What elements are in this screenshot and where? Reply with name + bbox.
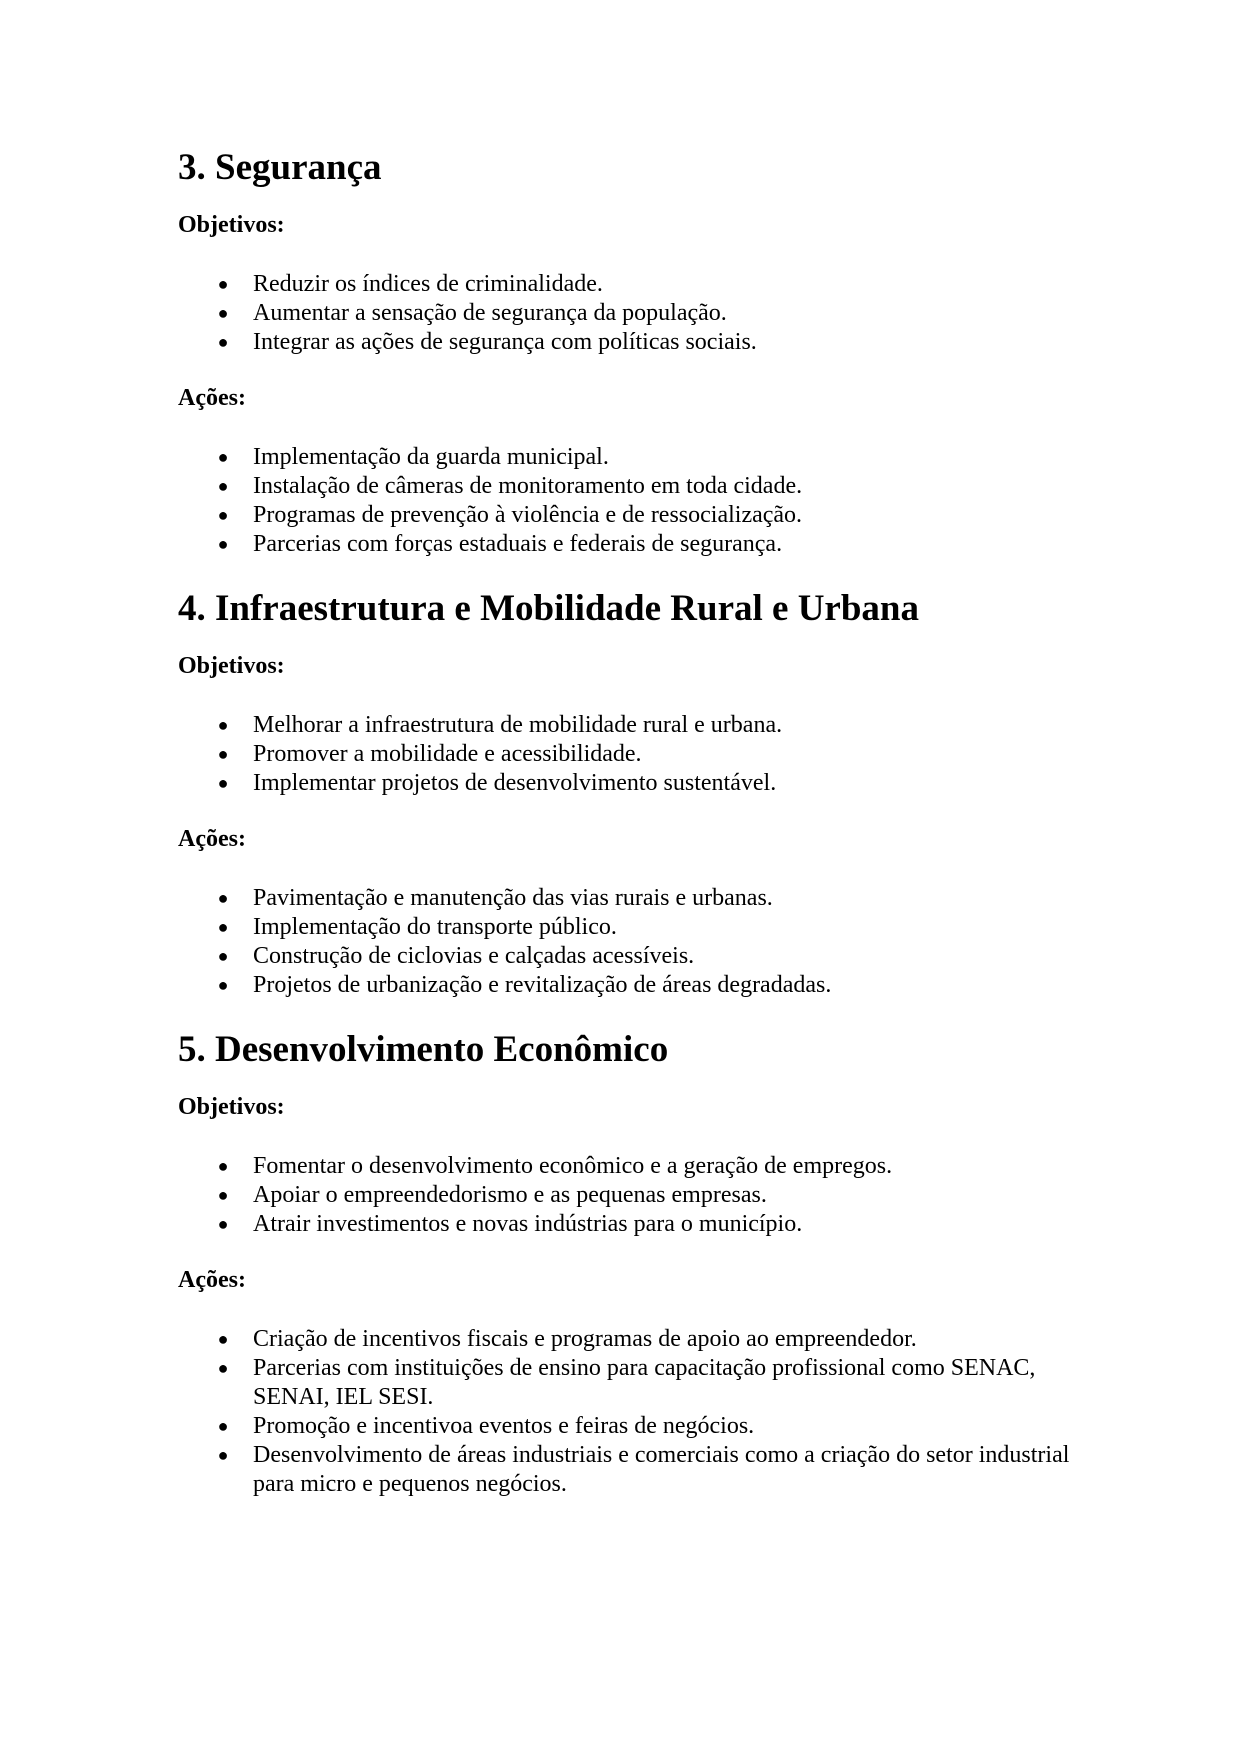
list-item [217,299,1078,328]
bullet-icon: ● [217,332,229,352]
document-content [178,146,1078,1499]
bullet-icon: ● [217,946,229,966]
acoes-heading: Ações: [178,385,246,411]
list-item [217,1152,1078,1181]
list-item-text: Fomentar o desenvolvimento econômico e a geração de empregos. [253,1153,893,1179]
list-item [217,1210,1078,1239]
objetivos-list [178,711,1078,798]
bullet-icon: ● [217,1358,229,1378]
bullet-icon: ● [217,888,229,908]
objetivos-heading: Objetivos: [178,1094,285,1120]
list-item-text: Atrair investimentos e novas indústrias para o município. [253,1211,803,1237]
bullet-icon: ● [217,715,229,735]
list-item [217,472,1078,501]
section-title: 3. Segurança [178,147,382,188]
list-item [217,942,1078,971]
acoes-list [178,884,1078,1000]
bullet-icon: ● [217,1214,229,1234]
bullet-icon: ● [217,1329,229,1349]
bullet-icon: ● [217,447,229,467]
bullet-icon: ● [217,773,229,793]
list-item [217,1354,1078,1412]
list-item-text: Projetos de urbanização e revitalização de áreas degradadas. [253,972,832,998]
list-item-text: Promover a mobilidade e acessibilidade. [253,741,642,767]
list-item-text: Promoção e incentivoa eventos e feiras de negócios. [253,1413,755,1439]
list-item-text: Apoiar o empreendedorismo e as pequenas empresas. [253,1182,767,1208]
bullet-icon: ● [217,917,229,937]
list-item-text: Criação de incentivos fiscais e programas de apoio ao empreendedor. [253,1326,917,1352]
acoes-heading: Ações: [178,1267,246,1293]
list-item [217,740,1078,769]
objetivos-list [178,270,1078,357]
objetivos-heading: Objetivos: [178,212,285,238]
list-item-text: Programas de prevenção à violência e de ressocialização. [253,502,803,528]
list-item-text: Aumentar a sensação de segurança da população. [253,300,727,326]
section-title: 4. Infraestrutura e Mobilidade Rural e Urbana [178,588,919,629]
bullet-icon: ● [217,744,229,764]
list-item-text: Implementação do transporte público. [253,914,617,940]
bullet-icon: ● [217,1416,229,1436]
bullet-icon: ● [217,274,229,294]
list-item [217,328,1078,357]
list-item-text: Parcerias com instituições de ensino para capacitação profissional como SENAC, SENAI, IEL SESI. [253,1355,1036,1410]
list-item [217,1325,1078,1354]
list-item-text: Desenvolvimento de áreas industriais e comerciais como a criação do setor industrial para micro e pequenos negócios. [253,1442,1070,1497]
list-item [217,1441,1078,1499]
list-item [217,1412,1078,1441]
bullet-icon: ● [217,303,229,323]
list-item-text: Construção de ciclovias e calçadas acessíveis. [253,943,695,969]
list-item-text: Implementar projetos de desenvolvimento sustentável. [253,770,777,796]
list-item [217,270,1078,299]
bullet-icon: ● [217,476,229,496]
bullet-icon: ● [217,505,229,525]
section-desenvolvimento-economico [178,1028,1078,1499]
list-item-text: Reduzir os índices de criminalidade. [253,271,603,297]
list-item-text: Instalação de câmeras de monitoramento em toda cidade. [253,473,803,499]
list-item [217,769,1078,798]
list-item [217,501,1078,530]
section-infraestrutura [178,587,1078,1000]
acoes-heading: Ações: [178,826,246,852]
list-item [217,443,1078,472]
objetivos-heading: Objetivos: [178,653,285,679]
list-item [217,971,1078,1000]
acoes-list [178,443,1078,559]
objetivos-list [178,1152,1078,1239]
list-item-text: Implementação da guarda municipal. [253,444,609,470]
section-title: 5. Desenvolvimento Econômico [178,1029,669,1070]
section-seguranca [178,146,1078,559]
bullet-icon: ● [217,534,229,554]
list-item [217,913,1078,942]
list-item [217,1181,1078,1210]
bullet-icon: ● [217,1185,229,1205]
bullet-icon: ● [217,1445,229,1465]
bullet-icon: ● [217,1156,229,1176]
list-item [217,711,1078,740]
list-item-text: Integrar as ações de segurança com políticas sociais. [253,329,757,355]
list-item [217,884,1078,913]
list-item-text: Pavimentação e manutenção das vias rurais e urbanas. [253,885,773,911]
acoes-list [178,1325,1078,1499]
list-item [217,530,1078,559]
list-item-text: Parcerias com forças estaduais e federais de segurança. [253,531,783,557]
bullet-icon: ● [217,975,229,995]
list-item-text: Melhorar a infraestrutura de mobilidade rural e urbana. [253,712,783,738]
